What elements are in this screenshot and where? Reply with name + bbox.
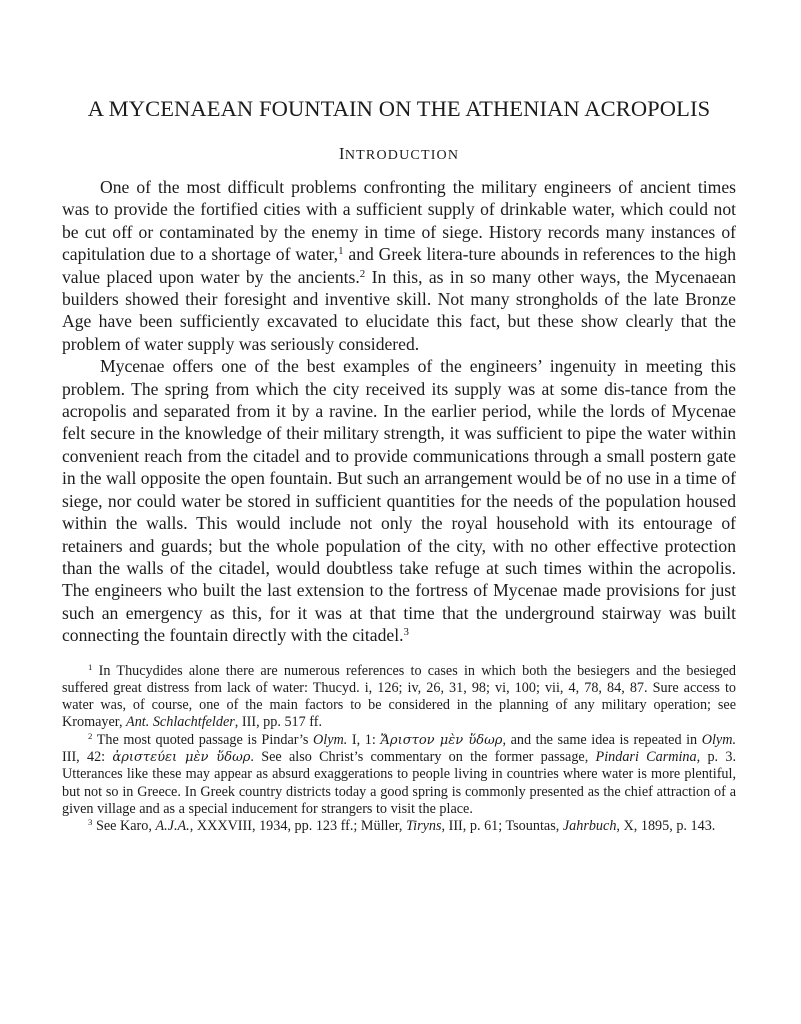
footnote-1: [62, 663, 736, 732]
footnote-ref-1[interactable]: 1: [338, 245, 344, 258]
body-paragraph-2: [62, 355, 736, 646]
footnote-text: , III, pp. 517 ff.: [234, 714, 323, 731]
footnote-text: I, 1:: [347, 731, 381, 748]
page: [62, 96, 736, 836]
footnote-text: . See also Christ’s commentary on the former passage,: [250, 749, 596, 766]
footnote-number: 2: [88, 730, 93, 741]
paragraph-text: In this, as in so many other ways, the Mycenaean builders showed their foresight and inventive skill. Not many strongholds of the late Bronze Age have been sufficiently excavated to elucidate this fact, but these show clearly that the problem of water supply was seriously considered.: [62, 266, 736, 354]
footnote-text: , XXXVIII, 1934, pp. 123 ff.; Müller,: [189, 818, 407, 835]
citation-title: Tiryns: [406, 818, 442, 835]
footnote-number: 1: [88, 661, 93, 672]
footnote-ref-2[interactable]: 2: [359, 267, 366, 280]
paragraph-text: One of the most difficult problems confronting the military engineers of ancient times was to provide the fortified cities with a sufficient supply of drinkable water, which could not be cut off or contaminated by the enemy in time of siege. History records many instances of capitulation due to a shortage of water,: [62, 177, 736, 265]
citation-title: Jahrbuch: [562, 818, 617, 835]
footnote-text: , III, p. 61; Tsountas,: [441, 818, 563, 835]
body-paragraph-1: [62, 176, 736, 355]
footnote-text: , X, 1895, p. 143.: [616, 818, 716, 835]
footnote-text: The most quoted passage is Pindar’s: [92, 731, 314, 748]
greek-quote: ἀριστεύει μὲν ὕδωρ: [112, 750, 251, 766]
section-heading-rest: NTRODUCTION: [344, 148, 460, 163]
footnote-text: , and the same idea is repeated in: [502, 731, 702, 748]
footnote-ref-3[interactable]: 3: [403, 626, 409, 639]
paragraph-text: and Greek litera-ture abounds in references to the high value placed upon water by the ancients.: [62, 244, 736, 287]
footnote-3: [62, 818, 736, 835]
paragraph-text: Mycenae offers one of the best examples of the engineers’ ingenuity in meeting this problem. The spring from which the city received its supply was at some dis-tance from the acropolis and separated from it by a ravine. In the earlier period, while the lords of Mycenae felt secure in the knowledge of their military strength, it was sufficient to pipe the water within convenient reach from the citadel and to provide communications through a small postern gate in the wall opposite the open fountain. But such an arrangement would be of no use in a time of siege, nor could water be stored in sufficient quantities for the needs of the population housed within the walls. This would include not only the royal household with its entourage of retainers and guards; but the whole population of the city, with no other effective protection than the walls of the citadel, would doubtless take refuge at such times within the acropolis. The engineers who built the last extension to the fortress of Mycenae made provisions for just such an emergency as this, for it was at that time that the underground stairway was built connecting the fountain directly with the citadel.: [62, 356, 736, 646]
footnote-text: See Karo,: [92, 818, 156, 835]
footnote-number: 3: [88, 817, 93, 828]
citation-title: Ant. Schlachtfelder: [126, 714, 235, 731]
citation-title: Pindari Carmina: [595, 749, 697, 766]
footnote-text: In Thucydides alone there are numerous references to cases in which both the besiegers and the besieged suffered great distress from lack of water: Thucyd. i, 126; iv, 26, 31, 98; vi, 100; vii, 4, 78, 84, 87. Sure access to water was, of course, one of the main factors to be considered in the planning of any military operation; see Kromayer,: [62, 662, 736, 731]
section-heading: [62, 144, 736, 164]
citation-title: Olym.: [701, 731, 737, 748]
greek-quote: Ἄριστον μὲν ὕδωρ: [380, 732, 503, 748]
footnotes: [62, 663, 736, 836]
footnote-text: III, 42:: [62, 749, 113, 766]
citation-title: A.J.A.: [155, 818, 190, 835]
article-title: A MYCENAEAN FOUNTAIN ON THE ATHENIAN ACROPOLIS: [87, 96, 711, 121]
section-heading-initial: I: [338, 144, 345, 163]
footnote-2: [62, 732, 736, 818]
footnote-text: , p. 3. Utterances like these may appear as absurd exaggerations to people living in countries where water is more plentiful, but not so in Greece. In Greek country districts today a good spring is commonly presented as the chief attraction of a given village and as a special inducement for strangers to visit the place.: [62, 749, 736, 817]
citation-title: Olym.: [313, 731, 348, 748]
